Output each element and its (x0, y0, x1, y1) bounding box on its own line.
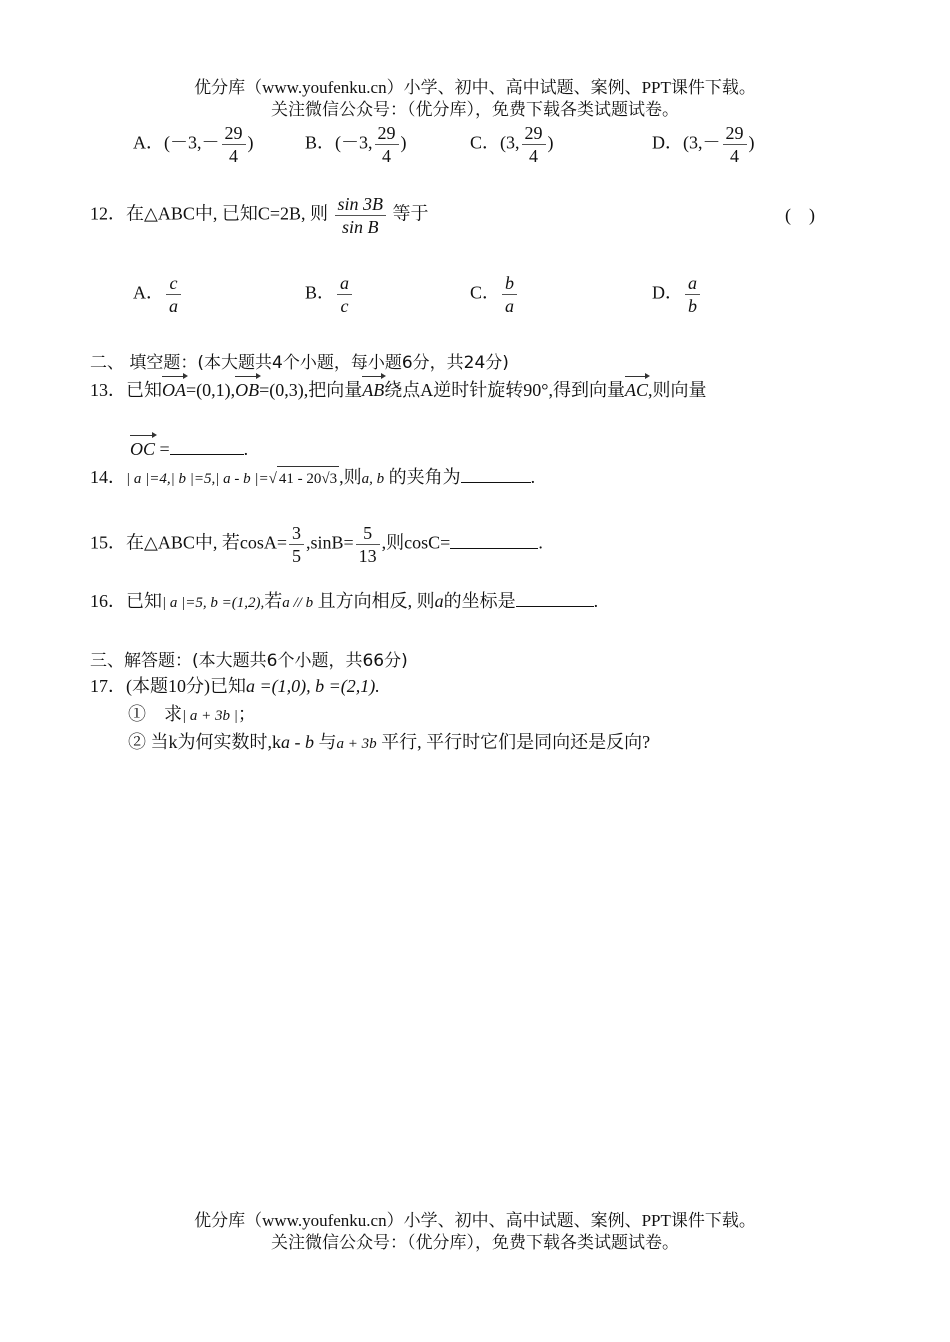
q17-part-2: ② 当k为何实数时,ka - b 与a + 3b 平行, 平行时它们是同向还是反向? (128, 732, 651, 752)
q12-answer-bracket: ( ) (785, 205, 815, 225)
q17-part-1: ① 求| a + 3b |； (128, 704, 256, 724)
q15-line: 15．在△ABC中, 若cosA= $\frac{3}{5}$ ,sinB= $\frac{5}{13}$ ,则cosC= . (90, 523, 543, 566)
answer-blank[interactable] (450, 530, 538, 549)
q12-option-a: A． $\frac{c}{a}$ (133, 272, 183, 317)
header-line-1: 优分库（www.youfenku.cn）小学、初中、高中试题、案例、PPT课件下载。 (194, 78, 756, 97)
section-2-title: 二、 填空题：(本大题共4个小题，每小题6分，共24分) (90, 353, 509, 373)
header-line-2: 关注微信公众号：（优分库），免费下载各类试题试卷。 (271, 100, 679, 119)
q11-option-a: A．(－3,－ $\frac{29}{4}$ ) (133, 123, 254, 166)
q16-line: 16．已知| a |=5, b =(1,2),若a // b 且方向相反, 则a的坐标是 . (90, 588, 598, 615)
q12-option-d: D． $\frac{a}{b}$ (652, 272, 702, 317)
fraction: $\frac{29}{4}$ (723, 122, 747, 167)
answer-blank[interactable] (170, 436, 244, 455)
q12-stem: 12．在△ABC中, 已知C=2B, 则 $\frac{\sin 3B}{\text{sin B}}$ 等于 (90, 194, 429, 237)
q13-line-1: 13．已知OA=(0,1),OB=(0,3),把向量AB绕点A逆时针旋转90°,得到向量AC,则向量 (90, 380, 707, 400)
footer-line-2: 关注微信公众号：（优分库），免费下载各类试题试卷。 (271, 1233, 679, 1252)
fraction: $\frac{29}{4}$ (522, 122, 546, 167)
answer-blank[interactable] (516, 588, 594, 607)
fraction: $\frac{29}{4}$ (222, 122, 246, 167)
q12-option-b: B． $\frac{a}{c}$ (305, 272, 354, 317)
fraction: $\frac{29}{4}$ (375, 122, 399, 167)
answer-blank[interactable] (461, 464, 531, 483)
section-3-title: 三、解答题：(本大题共6个小题，共66分) (90, 651, 408, 671)
q11-option-d: D．(3,－ $\frac{29}{4}$ ) (652, 123, 755, 166)
q11-option-c: C．(3, $\frac{29}{4}$ ) (470, 123, 554, 166)
q14-line: 14．| a |=4,| b |=5,| a - b |=√ 41 - 20√3 ,则a, b 的夹角为 . (90, 464, 535, 491)
q12-option-c: C． $\frac{b}{a}$ (470, 272, 519, 317)
q13-line-2: OC = . (130, 436, 248, 461)
q11-option-b: B．(－3, $\frac{29}{4}$ ) (305, 123, 407, 166)
q17-stem: 17．(本题10分)已知a =(1,0), b =(2,1). (90, 676, 380, 696)
q12-fraction: $\frac{\sin 3B}{\text{sin B}}$ (335, 193, 387, 238)
footer-line-1: 优分库（www.youfenku.cn）小学、初中、高中试题、案例、PPT课件下载。 (194, 1211, 756, 1230)
